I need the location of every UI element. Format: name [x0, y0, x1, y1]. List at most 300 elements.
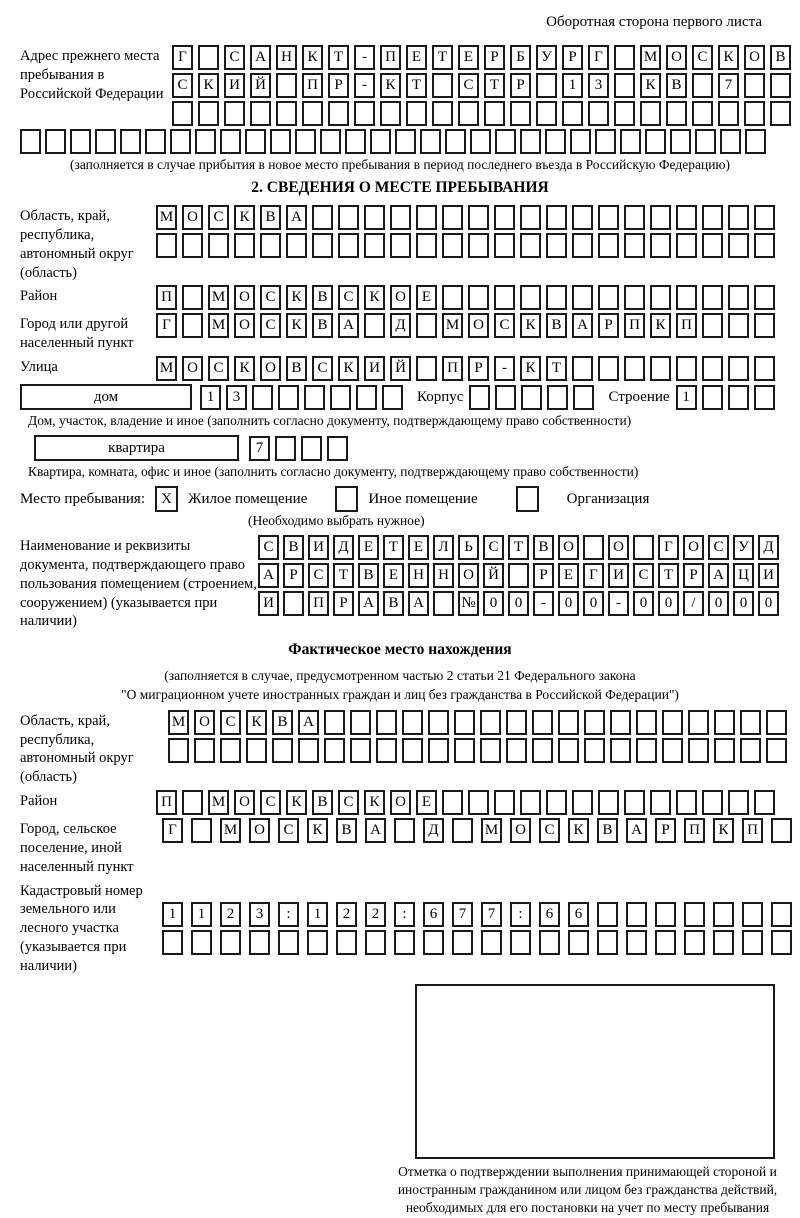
char-cell: О [260, 356, 281, 381]
char-cell: 3 [249, 902, 270, 927]
char-cell [182, 233, 203, 258]
char-cell [390, 233, 411, 258]
char-cell [338, 233, 359, 258]
street-field [20, 356, 780, 381]
char-cell: Т [484, 73, 505, 98]
char-cell: В [286, 356, 307, 381]
char-cell: К [234, 356, 255, 381]
char-cell: А [365, 818, 386, 843]
cadastral-label: Кадастровый номер земельного или лесного участка (указывается при наличии) [20, 882, 143, 974]
char-cell: 1 [676, 385, 697, 410]
char-cell: М [442, 313, 463, 338]
char-cell: С [633, 563, 654, 588]
char-cell: А [408, 591, 429, 616]
char-cell [636, 710, 657, 735]
char-cell [695, 129, 716, 154]
char-cell [702, 790, 723, 815]
char-cell [272, 738, 293, 763]
char-cell: С [308, 563, 329, 588]
char-cell: К [520, 313, 541, 338]
document-row-1 [258, 535, 779, 560]
prev-address-row-2 [172, 73, 791, 98]
char-cell: С [278, 818, 299, 843]
char-cell [365, 930, 386, 955]
district-row [156, 285, 775, 310]
char-cell: У [733, 535, 754, 560]
stay-option-organization-label: Организация [566, 490, 650, 507]
char-cell: 0 [558, 591, 579, 616]
char-cell: Е [358, 535, 379, 560]
char-cell [390, 205, 411, 230]
char-cell [742, 930, 763, 955]
char-cell: : [510, 902, 531, 927]
char-cell: 3 [588, 73, 609, 98]
actual-location-caption-line1: (заполняется в случае, предусмотренном частью 2 статьи 21 Федерального закона [164, 668, 636, 684]
char-cell: С [338, 790, 359, 815]
char-cell: К [302, 45, 323, 70]
char-cell: Р [562, 45, 583, 70]
char-cell [650, 205, 671, 230]
char-cell: В [383, 591, 404, 616]
char-cell [572, 233, 593, 258]
char-cell [494, 205, 515, 230]
char-cell [250, 101, 271, 126]
char-cell [676, 790, 697, 815]
char-cell: 0 [583, 591, 604, 616]
al-district-row [156, 790, 775, 815]
char-cell [676, 205, 697, 230]
char-cell [520, 205, 541, 230]
char-cell: 0 [633, 591, 654, 616]
char-cell [597, 902, 618, 927]
char-cell: С [258, 535, 279, 560]
char-cell: Г [658, 535, 679, 560]
char-cell [220, 738, 241, 763]
char-cell: К [364, 790, 385, 815]
char-cell [539, 930, 560, 955]
region-label: Область, край, республика, автономный округ (область) [20, 208, 134, 281]
char-cell [208, 233, 229, 258]
char-cell [558, 710, 579, 735]
char-cell [275, 436, 296, 461]
char-cell [506, 710, 527, 735]
char-cell [330, 385, 351, 410]
char-cell [302, 101, 323, 126]
char-cell [650, 790, 671, 815]
char-cell: К [380, 73, 401, 98]
char-cell: С [260, 790, 281, 815]
char-cell [428, 710, 449, 735]
char-cell: Р [598, 313, 619, 338]
char-cell [702, 313, 723, 338]
house-row [20, 384, 780, 410]
char-cell: 1 [162, 902, 183, 927]
char-cell: 1 [307, 902, 328, 927]
char-cell: 2 [220, 902, 241, 927]
char-cell [572, 205, 593, 230]
char-cell [614, 45, 635, 70]
stay-option-other-checkbox [335, 486, 358, 512]
char-cell [312, 233, 333, 258]
char-cell [584, 738, 605, 763]
char-cell: Н [408, 563, 429, 588]
char-cell: К [286, 313, 307, 338]
char-cell: А [250, 45, 271, 70]
char-cell [298, 738, 319, 763]
char-cell [650, 285, 671, 310]
char-cell: М [208, 790, 229, 815]
stay-option-residential-checkbox: X [155, 486, 178, 512]
char-cell [572, 356, 593, 381]
char-cell [402, 738, 423, 763]
char-cell [278, 385, 299, 410]
char-cell [662, 710, 683, 735]
char-cell: Р [328, 73, 349, 98]
char-cell [95, 129, 116, 154]
char-cell [770, 73, 791, 98]
char-cell: Р [333, 591, 354, 616]
char-cell [598, 285, 619, 310]
char-cell: Р [510, 73, 531, 98]
char-cell: В [533, 535, 554, 560]
char-cell: О [182, 356, 203, 381]
char-cell [702, 205, 723, 230]
char-cell: К [718, 45, 739, 70]
char-cell: С [172, 73, 193, 98]
char-cell: 7 [452, 902, 473, 927]
char-cell [771, 902, 792, 927]
al-district-label: Район [20, 793, 58, 810]
stay-option-residential-label: Жилое помещение [188, 490, 308, 507]
char-cell [655, 930, 676, 955]
char-cell [713, 930, 734, 955]
char-cell [536, 101, 557, 126]
char-cell [508, 563, 529, 588]
char-cell: А [626, 818, 647, 843]
section2-title: 2. СВЕДЕНИЯ О МЕСТЕ ПРЕБЫВАНИЯ [251, 179, 549, 196]
char-cell [327, 436, 348, 461]
char-cell: С [458, 73, 479, 98]
char-cell [676, 285, 697, 310]
char-cell [469, 385, 490, 410]
char-cell: М [640, 45, 661, 70]
char-cell [626, 902, 647, 927]
char-cell [370, 129, 391, 154]
char-cell: А [258, 563, 279, 588]
char-cell [336, 930, 357, 955]
char-cell [583, 535, 604, 560]
char-cell [754, 205, 775, 230]
char-cell: О [234, 790, 255, 815]
char-cell [182, 285, 203, 310]
char-cell [702, 233, 723, 258]
char-cell: - [494, 356, 515, 381]
char-cell [636, 738, 657, 763]
char-cell: Е [416, 790, 437, 815]
stamp-caption: Отметка о подтверждении выполнения принимающей стороной и иностранным гражданином или лицом без гражданства действий, необходимых для его постановки на учет по месту пребывания [397, 1163, 778, 1216]
char-cell [740, 710, 761, 735]
char-cell: 2 [336, 902, 357, 927]
char-cell [354, 101, 375, 126]
char-cell: К [650, 313, 671, 338]
char-cell [702, 285, 723, 310]
char-cell: 0 [483, 591, 504, 616]
char-cell: Е [458, 45, 479, 70]
char-cell [744, 73, 765, 98]
char-cell [468, 285, 489, 310]
char-cell: М [208, 285, 229, 310]
char-cell: Т [658, 563, 679, 588]
char-cell [766, 738, 787, 763]
char-cell [345, 129, 366, 154]
char-cell [568, 930, 589, 955]
char-cell [520, 285, 541, 310]
char-cell [598, 790, 619, 815]
char-cell [376, 710, 397, 735]
char-cell: П [308, 591, 329, 616]
char-cell: Р [484, 45, 505, 70]
char-cell [520, 233, 541, 258]
char-cell [442, 233, 463, 258]
char-cell: О [558, 535, 579, 560]
char-cell [676, 356, 697, 381]
char-cell [520, 129, 541, 154]
char-cell [468, 790, 489, 815]
char-cell [597, 930, 618, 955]
char-cell: 7 [718, 73, 739, 98]
char-cell: О [468, 313, 489, 338]
char-cell [662, 738, 683, 763]
char-cell [714, 738, 735, 763]
char-cell: О [608, 535, 629, 560]
document-row-2 [258, 563, 779, 588]
char-cell [420, 129, 441, 154]
char-cell: П [156, 790, 177, 815]
char-cell [495, 129, 516, 154]
char-cell: П [442, 356, 463, 381]
char-cell: К [198, 73, 219, 98]
stay-type-row [20, 486, 780, 512]
apartment-row [20, 435, 780, 461]
char-cell [754, 356, 775, 381]
char-cell [276, 101, 297, 126]
char-cell [624, 285, 645, 310]
char-cell [276, 73, 297, 98]
char-cell: 0 [708, 591, 729, 616]
char-cell [380, 101, 401, 126]
char-cell: - [533, 591, 554, 616]
char-cell [452, 818, 473, 843]
char-cell [714, 710, 735, 735]
cadastral-row-1 [162, 902, 792, 927]
char-cell [728, 233, 749, 258]
char-cell [692, 73, 713, 98]
char-cell: - [354, 45, 375, 70]
char-cell: Б [510, 45, 531, 70]
char-cell [423, 930, 444, 955]
char-cell [350, 738, 371, 763]
char-cell [770, 101, 791, 126]
char-cell: О [249, 818, 270, 843]
char-cell: Р [283, 563, 304, 588]
char-cell: 0 [658, 591, 679, 616]
char-cell: 3 [226, 385, 247, 410]
char-cell [470, 129, 491, 154]
char-cell [481, 930, 502, 955]
char-cell [728, 790, 749, 815]
char-cell [324, 710, 345, 735]
char-cell [382, 385, 403, 410]
char-cell: В [666, 73, 687, 98]
al-city-field [20, 818, 780, 877]
char-cell [428, 738, 449, 763]
char-cell: А [338, 313, 359, 338]
document-row-3 [258, 591, 779, 616]
char-cell [394, 818, 415, 843]
char-cell [442, 790, 463, 815]
char-cell [598, 233, 619, 258]
char-cell [610, 738, 631, 763]
char-cell [416, 313, 437, 338]
char-cell: К [364, 285, 385, 310]
char-cell: Д [333, 535, 354, 560]
char-cell [198, 101, 219, 126]
char-cell [562, 101, 583, 126]
char-cell [754, 313, 775, 338]
char-cell [442, 285, 463, 310]
stamp-box [415, 984, 775, 1159]
char-cell [744, 101, 765, 126]
al-city-label: Город, сельское поселение, иной населенный пункт [20, 821, 134, 875]
apartment-cells [249, 436, 348, 461]
char-cell: / [683, 591, 704, 616]
char-cell [532, 710, 553, 735]
char-cell [728, 356, 749, 381]
char-cell: В [272, 710, 293, 735]
char-cell [595, 129, 616, 154]
city-label: Город или другой населенный пункт [20, 316, 134, 352]
char-cell [458, 101, 479, 126]
char-cell: В [336, 818, 357, 843]
actual-location-title: Фактическое место нахождения [288, 641, 512, 659]
char-cell: В [312, 285, 333, 310]
char-cell: О [683, 535, 704, 560]
char-cell [320, 129, 341, 154]
char-cell: В [358, 563, 379, 588]
char-cell [394, 930, 415, 955]
char-cell: 2 [365, 902, 386, 927]
char-cell [468, 233, 489, 258]
house-cells [200, 385, 403, 410]
char-cell: Г [583, 563, 604, 588]
actual-location-caption-line2: "О миграционном учете иностранных граждан и лиц без гражданства в Российской Федерации") [121, 686, 679, 702]
char-cell: В [312, 313, 333, 338]
char-cell: Е [408, 535, 429, 560]
char-cell [771, 930, 792, 955]
char-cell: А [286, 205, 307, 230]
char-cell [70, 129, 91, 154]
char-cell [195, 129, 216, 154]
char-cell [338, 205, 359, 230]
korpus-label: Корпус [417, 388, 464, 405]
char-cell: 0 [508, 591, 529, 616]
char-cell: П [742, 818, 763, 843]
char-cell [718, 101, 739, 126]
stay-type-note: (Необходимо выбрать нужное) [248, 513, 425, 529]
char-cell: 7 [249, 436, 270, 461]
stamp-area [395, 984, 780, 1218]
char-cell [468, 205, 489, 230]
char-cell: О [458, 563, 479, 588]
char-cell [558, 738, 579, 763]
char-cell: 1 [191, 902, 212, 927]
char-cell [510, 930, 531, 955]
char-cell: Й [390, 356, 411, 381]
prev-address-row-3 [172, 101, 791, 126]
char-cell: Т [383, 535, 404, 560]
char-cell [624, 790, 645, 815]
char-cell [670, 129, 691, 154]
char-cell: О [510, 818, 531, 843]
char-cell [312, 205, 333, 230]
al-region-row-1 [168, 710, 787, 735]
char-cell [614, 101, 635, 126]
char-cell [532, 738, 553, 763]
char-cell [640, 101, 661, 126]
char-cell: М [208, 313, 229, 338]
region-row-1 [156, 205, 775, 230]
char-cell: Ц [733, 563, 754, 588]
char-cell [328, 101, 349, 126]
char-cell: А [298, 710, 319, 735]
char-cell: М [168, 710, 189, 735]
cadastral-field [20, 880, 780, 976]
char-cell [745, 129, 766, 154]
char-cell [728, 205, 749, 230]
char-cell [270, 129, 291, 154]
char-cell: О [744, 45, 765, 70]
char-cell [588, 101, 609, 126]
char-cell [650, 233, 671, 258]
char-cell: К [307, 818, 328, 843]
char-cell [20, 129, 41, 154]
char-cell: Р [655, 818, 676, 843]
char-cell [598, 356, 619, 381]
char-cell [445, 129, 466, 154]
char-cell: О [666, 45, 687, 70]
char-cell [307, 930, 328, 955]
city-row [156, 313, 775, 338]
char-cell [416, 356, 437, 381]
char-cell: О [182, 205, 203, 230]
char-cell [624, 356, 645, 381]
char-cell [356, 385, 377, 410]
char-cell: Т [546, 356, 567, 381]
char-cell [220, 930, 241, 955]
char-cell [572, 790, 593, 815]
char-cell: Л [433, 535, 454, 560]
char-cell [645, 129, 666, 154]
char-cell: Е [383, 563, 404, 588]
char-cell [191, 930, 212, 955]
char-cell [145, 129, 166, 154]
char-cell: Г [156, 313, 177, 338]
city-field [20, 313, 780, 353]
char-cell [494, 233, 515, 258]
char-cell [249, 930, 270, 955]
char-cell: П [156, 285, 177, 310]
char-cell [771, 818, 792, 843]
